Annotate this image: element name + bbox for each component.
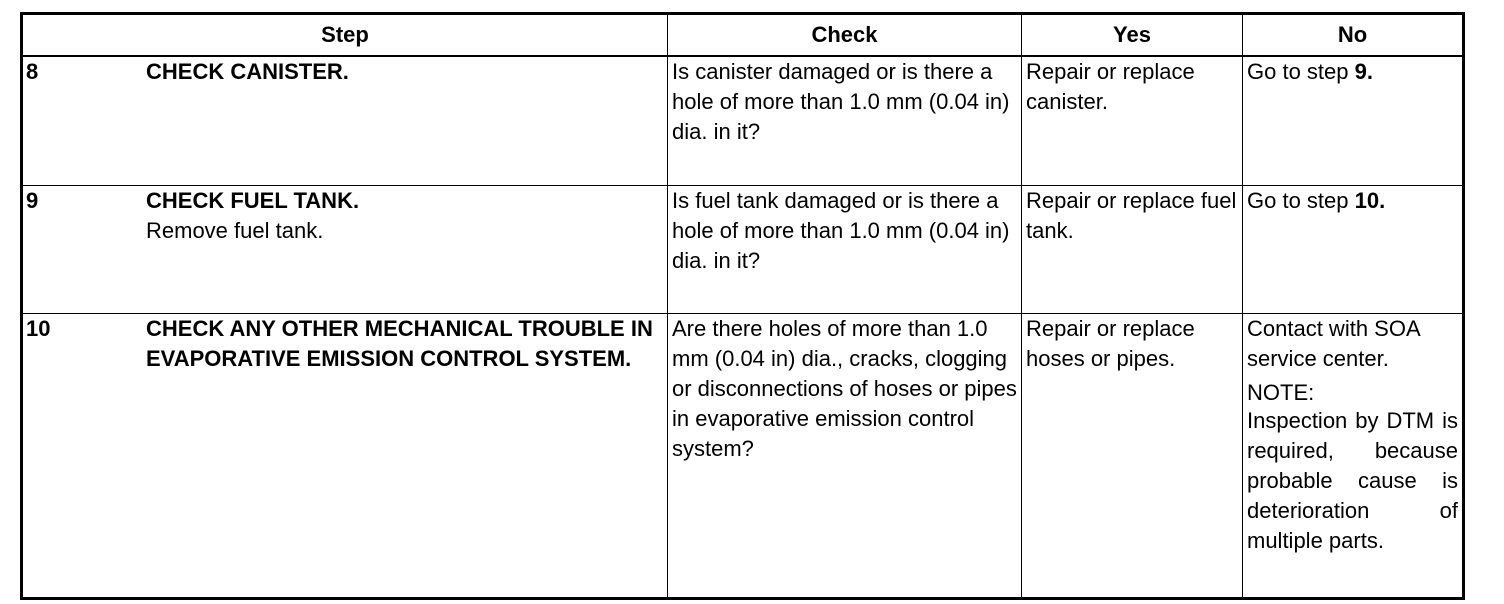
check-cell [668,314,1022,599]
step-title: CHECK FUEL TANK. [146,188,360,213]
no-step-ref: 10. [1354,188,1386,213]
no-text: Contact with SOA service center. [1247,316,1420,371]
no-cell [1243,314,1464,599]
yes-text: Repair or replace canister. [1026,59,1195,114]
header-row [22,14,1464,57]
check-text: Are there holes of more than 1.0 mm (0.04 in) dia., cracks, clogging or disconnections of hoses or pipes in evaporative emission control system? [672,316,1017,461]
step-number: 10 [26,316,51,341]
no-cell [1243,186,1464,314]
step-cell [22,186,668,314]
header-check: Check [668,14,1022,57]
step-title: CHECK CANISTER. [146,59,349,84]
yes-cell [1022,186,1243,314]
note-label: NOTE: [1247,380,1315,405]
step-number: 8 [26,59,39,84]
diagnostic-table [20,12,1465,600]
no-text [1243,186,1462,216]
no-cell [1243,56,1464,186]
table-row [22,56,1464,186]
step-cell [22,56,668,186]
step-cell [22,314,668,599]
table-row [22,186,1464,314]
check-text: Is fuel tank damaged or is there a hole of more than 1.0 mm (0.04 in) dia. in it? [672,188,1010,273]
yes-text: Repair or replace fuel tank. [1026,188,1237,243]
step-detail: Remove fuel tank. [146,218,324,243]
header-yes: Yes [1022,14,1243,57]
check-cell [668,56,1022,186]
yes-text: Repair or replace hoses or pipes. [1026,316,1195,371]
no-step-ref: 9. [1354,59,1373,84]
note-text: Inspection by DTM is required, because probable cause is deterioration of multiple parts. [1247,408,1458,553]
no-prefix: Go to step [1247,59,1355,84]
no-prefix: Go to step [1247,188,1355,213]
yes-cell [1022,314,1243,599]
yes-cell [1022,56,1243,186]
header-step: Step [22,14,668,57]
header-no: No [1243,14,1464,57]
check-cell [668,186,1022,314]
check-text: Is canister damaged or is there a hole of more than 1.0 mm (0.04 in) dia. in it? [672,59,1010,144]
no-text [1243,57,1462,87]
table-row [22,314,1464,599]
step-number: 9 [26,188,39,213]
step-title: CHECK ANY OTHER MECHANICAL TROUBLE IN EVAPORATIVE EMISSION CONTROL SYSTEM. [146,316,653,371]
